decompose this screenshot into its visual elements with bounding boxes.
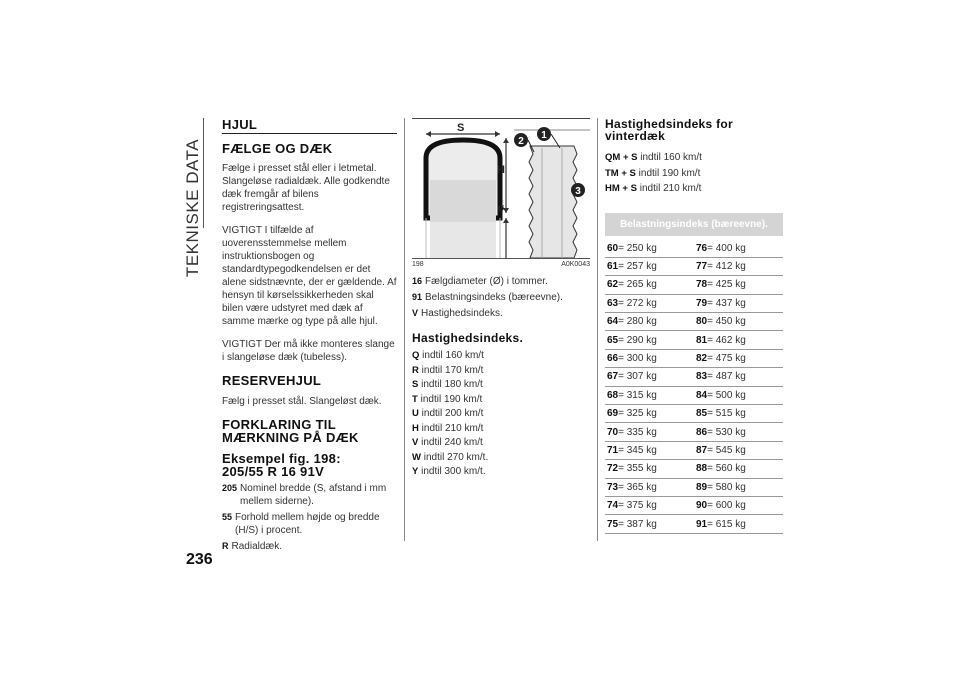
load-code: 63 — [607, 297, 619, 309]
heading-eksempel-b: 205/55 R 16 91V — [222, 464, 325, 479]
callout-3: 3 — [575, 186, 581, 197]
load-value: = 345 kg — [618, 444, 657, 456]
load-code: 81 — [696, 334, 708, 346]
table-row — [605, 313, 783, 331]
winter-text: indtil 210 km/t — [639, 183, 702, 194]
definition-text: Belastningsindeks (bæreevne). — [425, 292, 563, 303]
load-code: 69 — [607, 408, 619, 420]
paragraph-vigtigt-1: VIGTIGT I tilfælde af uoverensstemmelse mellem instruktionsbogen og standardtypegodkendelsen er det alene sidstnævnte, der er gældende. Af hensyn til kørselssikkerheden skal bilen være udstyret med dæk af samme mærke og type på alle hjul. — [222, 225, 397, 327]
heading-forklaring-b: MÆRKNING PÅ DÆK — [222, 430, 359, 445]
load-value: = 425 kg — [707, 279, 746, 291]
load-value: = 475 kg — [707, 353, 746, 365]
list-item — [412, 465, 590, 480]
speed-code: Y — [412, 466, 419, 477]
load-code: 91 — [696, 518, 708, 530]
table-cell — [605, 445, 694, 456]
tire-cross-section-diagram — [412, 118, 590, 258]
load-code: 70 — [607, 426, 619, 438]
definition-code: 55 — [222, 512, 233, 522]
winter-code: TM + S — [605, 167, 636, 179]
list-item — [605, 166, 783, 182]
definition-text: Radialdæk. — [231, 541, 283, 552]
table-cell — [694, 500, 783, 511]
table-cell — [694, 243, 783, 254]
column-3 — [605, 118, 783, 534]
load-code: 76 — [696, 242, 708, 254]
load-code: 89 — [696, 481, 708, 493]
load-code: 85 — [696, 408, 708, 420]
load-code: 82 — [696, 353, 708, 365]
load-code: 87 — [696, 444, 708, 456]
list-item — [412, 378, 590, 393]
speed-code: R — [412, 364, 419, 376]
table-cell — [694, 371, 783, 382]
load-code: 75 — [607, 518, 619, 530]
table-row — [605, 387, 783, 405]
speed-text: indtil 210 km/t — [421, 422, 484, 434]
table-cell — [694, 519, 783, 530]
label-s: S — [457, 122, 465, 134]
table-cell — [605, 463, 694, 474]
load-value: = 250 kg — [618, 242, 657, 254]
load-value: = 600 kg — [707, 500, 746, 512]
list-item — [412, 407, 590, 422]
side-tab — [182, 118, 204, 298]
load-code: 74 — [607, 500, 619, 512]
load-value: = 500 kg — [707, 389, 746, 401]
load-code: 68 — [607, 389, 619, 401]
load-value: = 487 kg — [707, 371, 746, 383]
definition-item — [222, 540, 397, 553]
table-cell — [605, 261, 694, 272]
table-cell — [694, 298, 783, 309]
list-item — [412, 436, 590, 451]
table-cell — [694, 408, 783, 419]
table-row — [605, 479, 783, 497]
load-code: 73 — [607, 481, 619, 493]
heading-vinter-a: Hastighedsindeks for — [605, 117, 734, 131]
label-diameter: ø — [498, 203, 505, 214]
load-code: 78 — [696, 279, 708, 291]
speed-text: indtil 300 km/t. — [421, 466, 486, 477]
side-tab-label: TEKNISKE DATA — [183, 138, 202, 278]
paragraph-reservehjul: Fælg i presset stål. Slangeløst dæk. — [222, 396, 382, 407]
list-item — [412, 422, 590, 437]
winter-code: QM + S — [605, 152, 638, 163]
load-code: 61 — [607, 261, 619, 273]
heading-eksempel-a: Eksempel fig. 198: — [222, 451, 341, 466]
definition-code: 16 — [412, 276, 423, 286]
table-cell — [605, 298, 694, 309]
load-value: = 272 kg — [618, 297, 657, 309]
section-title-hjul: HJUL — [222, 118, 397, 134]
speed-text: indtil 180 km/t — [421, 379, 483, 390]
winter-index-list — [605, 150, 783, 197]
load-value: = 437 kg — [707, 297, 746, 309]
definition-text: Nominel bredde (S, afstand i mm mellem siderne). — [240, 483, 387, 507]
table-row — [605, 240, 783, 258]
table-cell — [694, 445, 783, 456]
list-item — [412, 364, 590, 379]
column-divider-2 — [597, 118, 598, 541]
definition-code: 91 — [412, 292, 423, 302]
table-row — [605, 368, 783, 386]
column-2 — [412, 118, 590, 480]
list-item — [605, 150, 783, 166]
speed-text: indtil 160 km/t — [422, 350, 484, 361]
speed-text: indtil 170 km/t — [421, 364, 484, 376]
speed-code: U — [412, 408, 419, 419]
load-value: = 355 kg — [618, 463, 657, 475]
table-row — [605, 295, 783, 313]
speed-code: H — [412, 422, 419, 434]
load-value: = 280 kg — [618, 316, 657, 328]
speed-code: W — [412, 451, 421, 463]
table-cell — [694, 390, 783, 401]
definition-code: 205 — [222, 483, 238, 493]
figure-code: A0K0043 — [561, 261, 590, 268]
speed-code: Q — [412, 350, 420, 361]
load-code: 64 — [607, 316, 619, 328]
load-code: 62 — [607, 279, 619, 291]
load-value: = 335 kg — [618, 426, 657, 438]
winter-text: indtil 160 km/t — [640, 152, 702, 163]
figure-id: 198 — [412, 261, 424, 268]
speed-code: S — [412, 379, 419, 390]
table-cell — [605, 408, 694, 419]
load-value: = 315 kg — [618, 389, 657, 401]
heading-reservehjul: RESERVEHJUL — [222, 373, 322, 388]
load-value: = 560 kg — [707, 463, 746, 475]
load-value: = 400 kg — [707, 242, 746, 254]
table-cell — [605, 353, 694, 364]
definition-item — [222, 511, 397, 537]
column-1 — [222, 118, 397, 556]
heading-vinter-b: vinterdæk — [605, 129, 666, 143]
definition-code: R — [222, 541, 229, 551]
table-cell — [605, 335, 694, 346]
table-cell — [694, 279, 783, 290]
load-code: 67 — [607, 371, 619, 383]
definition-text: Forhold mellem højde og bredde (H/S) i procent. — [235, 512, 380, 536]
definition-item — [412, 291, 590, 304]
label-h: H — [497, 164, 505, 176]
table-cell — [605, 243, 694, 254]
load-value: = 257 kg — [618, 261, 657, 273]
heading-faelge-og-daek: FÆLGE OG DÆK — [222, 141, 333, 156]
table-cell — [605, 519, 694, 530]
heading-forklaring-a: FORKLARING TIL — [222, 417, 336, 432]
table-cell — [694, 353, 783, 364]
load-code: 83 — [696, 371, 708, 383]
load-value: = 450 kg — [707, 316, 746, 328]
column-divider-1 — [404, 118, 405, 541]
table-cell — [605, 482, 694, 493]
load-value: = 300 kg — [618, 353, 657, 365]
table-cell — [605, 427, 694, 438]
page-number: 236 — [186, 551, 213, 568]
list-item — [605, 181, 783, 197]
table-cell — [694, 335, 783, 346]
load-code: 88 — [696, 463, 708, 475]
load-code: 65 — [607, 334, 619, 346]
speed-text: indtil 270 km/t. — [423, 451, 489, 463]
load-value: = 580 kg — [707, 481, 746, 493]
load-value: = 462 kg — [707, 334, 746, 346]
definition-item — [412, 307, 590, 320]
speed-index-list — [412, 349, 590, 480]
load-code: 80 — [696, 316, 708, 328]
table-row — [605, 497, 783, 515]
table-row — [605, 423, 783, 441]
table-cell — [605, 371, 694, 382]
definition-code: V — [412, 308, 419, 318]
table-row — [605, 515, 783, 533]
list-item — [412, 349, 590, 364]
load-code: 71 — [607, 444, 619, 456]
list-item — [412, 393, 590, 408]
definition-item — [222, 482, 397, 508]
table-row — [605, 350, 783, 368]
load-value: = 387 kg — [618, 518, 657, 530]
table-cell — [694, 427, 783, 438]
load-code: 79 — [696, 297, 708, 309]
table-row — [605, 442, 783, 460]
list-item — [412, 451, 590, 466]
definition-text: Hastighedsindeks. — [421, 308, 503, 319]
load-code: 84 — [696, 389, 708, 401]
winter-code: HM + S — [605, 183, 637, 194]
load-value: = 530 kg — [707, 426, 746, 438]
table-row — [605, 331, 783, 349]
heading-hastighedsindeks: Hastighedsindeks. — [412, 331, 524, 345]
paragraph-faelge: Fælge i presset stål eller i letmetal. Slangeløse radialdæk. Alle godkendte dæk fremgår af bilens registreringsattest. — [222, 163, 390, 213]
load-code: 66 — [607, 353, 619, 365]
definition-item — [412, 275, 590, 288]
load-code: 72 — [607, 463, 619, 475]
load-value: = 265 kg — [618, 279, 657, 291]
speed-code: V — [412, 437, 419, 448]
load-value: = 412 kg — [707, 261, 746, 273]
table-cell — [694, 482, 783, 493]
figure-caption — [412, 261, 590, 268]
table-cell — [605, 500, 694, 511]
table-row — [605, 405, 783, 423]
load-value: = 515 kg — [707, 408, 746, 420]
table-row — [605, 460, 783, 478]
load-code: 77 — [696, 261, 708, 273]
table-row — [605, 276, 783, 294]
table-cell — [605, 390, 694, 401]
table-row — [605, 258, 783, 276]
load-code: 90 — [696, 500, 708, 512]
load-value: = 365 kg — [618, 481, 657, 493]
table-cell — [605, 279, 694, 290]
load-code: 86 — [696, 426, 708, 438]
load-code: 60 — [607, 242, 619, 254]
paragraph-vigtigt-2: VIGTIGT Der må ikke monteres slange i slangeløse dæk (tubeless). — [222, 339, 395, 363]
definition-text: Fælgdiameter (Ø) i tommer. — [425, 276, 548, 287]
speed-code: T — [412, 393, 418, 405]
load-value: = 375 kg — [618, 500, 657, 512]
winter-text: indtil 190 km/t — [638, 167, 701, 179]
speed-text: indtil 240 km/t — [421, 437, 483, 448]
callout-1: 1 — [541, 130, 547, 141]
table-cell — [694, 316, 783, 327]
table-cell — [694, 261, 783, 272]
load-value: = 290 kg — [618, 334, 657, 346]
load-value: = 545 kg — [707, 444, 746, 456]
callout-2: 2 — [518, 136, 524, 147]
table-cell — [605, 316, 694, 327]
speed-text: indtil 200 km/t — [421, 408, 484, 419]
load-value: = 307 kg — [618, 371, 657, 383]
tire-figure — [412, 118, 590, 259]
load-index-table — [605, 240, 783, 534]
table-cell — [694, 463, 783, 474]
load-value: = 615 kg — [707, 518, 746, 530]
load-index-table-header: Belastningsindeks (bæreevne). — [605, 213, 783, 236]
side-tab-rule — [203, 118, 204, 228]
speed-text: indtil 190 km/t — [420, 393, 483, 405]
load-value: = 325 kg — [618, 408, 657, 420]
